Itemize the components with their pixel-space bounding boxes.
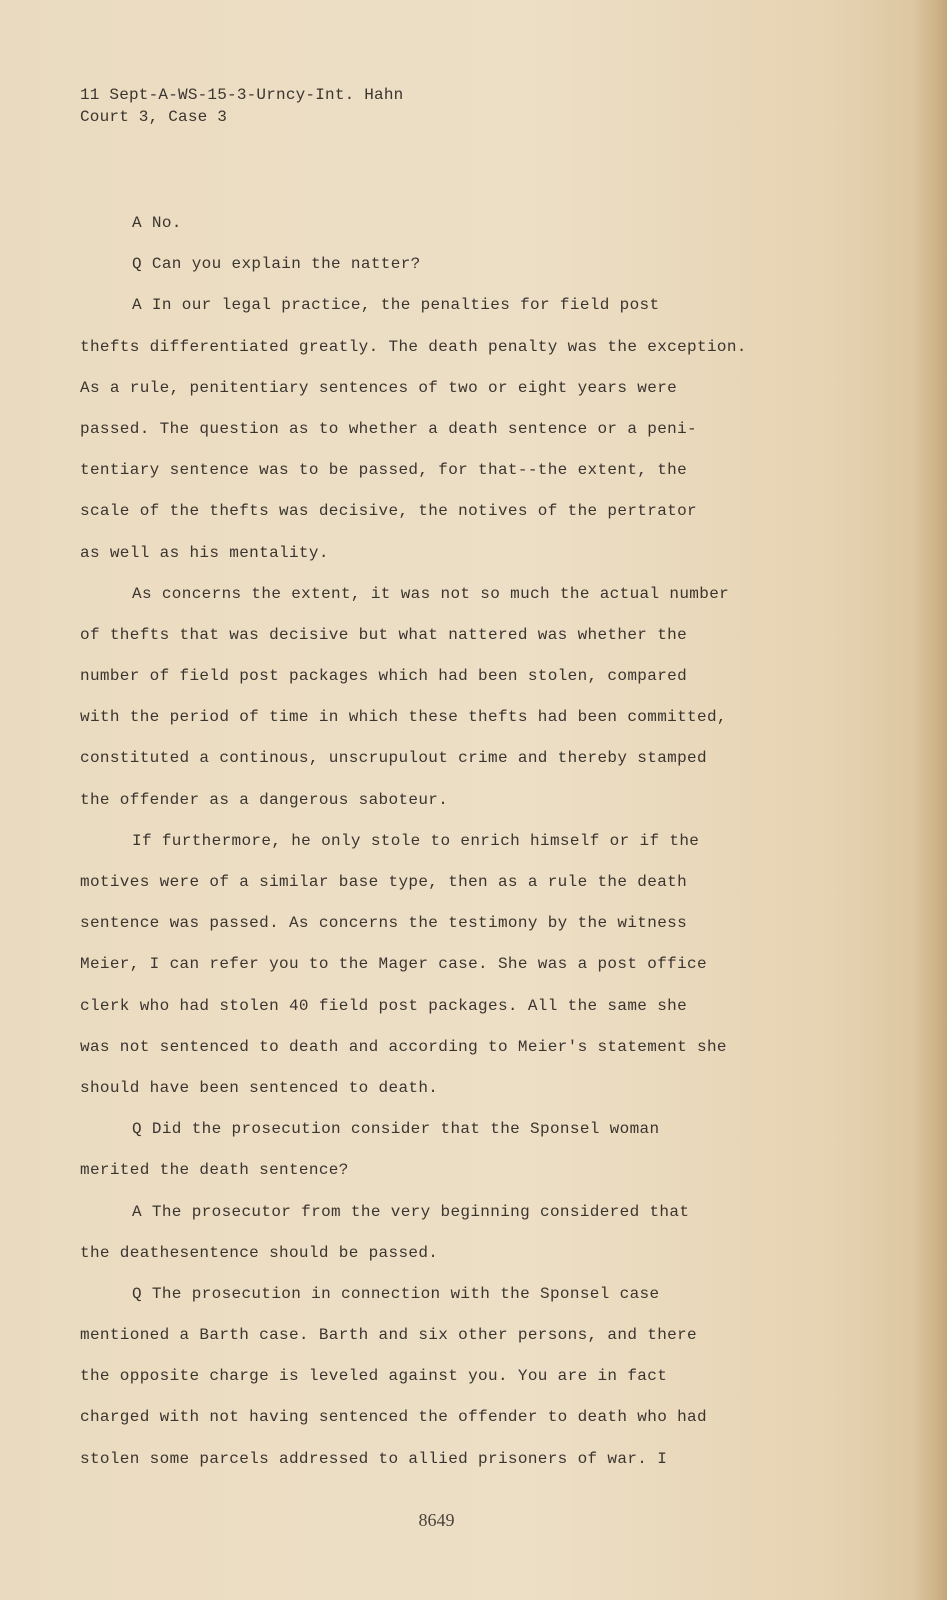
transcript-line: passed. The question as to whether a death sentence or a peni- [80, 419, 697, 438]
header-line-1: 11 Sept-A-WS-15-3-Urncy-Int. Hahn [80, 86, 404, 104]
transcript-line: of thefts that was decisive but what nattered was whether the [80, 625, 688, 644]
transcript-line: Q The prosecution in connection with the Sponsel case [132, 1284, 660, 1303]
transcript-line: thefts differentiated greatly. The death penalty was the exception. [80, 337, 747, 356]
document-header [80, 84, 403, 128]
transcript-line: charged with not having sentenced the offender to death who had [80, 1408, 707, 1427]
transcript-line: merited the death sentence? [80, 1161, 349, 1180]
transcript-line: Meier, I can refer you to the Mager case. She was a post office [80, 955, 707, 974]
transcript-line: A The prosecutor from the very beginning considered that [132, 1202, 690, 1221]
transcript-line: scale of the thefts was decisive, the notives of the pertrator [80, 502, 697, 521]
transcript-line: mentioned a Barth case. Barth and six other persons, and there [80, 1326, 697, 1345]
page-edge-shading [913, 0, 947, 1600]
transcript-line: A No. [132, 214, 182, 232]
transcript-line: was not sentenced to death and according to Meier's statement she [80, 1037, 727, 1056]
transcript-line: As concerns the extent, it was not so much the actual number [132, 584, 730, 603]
transcript-line: clerk who had stolen 40 field post packages. All the same she [80, 996, 688, 1015]
transcript-line: sentence was passed. As concerns the testimony by the witness [80, 914, 688, 933]
transcript-line: A In our legal practice, the penalties for field post [132, 296, 660, 315]
transcript-line: constituted a continous, unscrupulout crime and thereby stamped [80, 749, 707, 768]
transcript-line: with the period of time in which these thefts had been committed, [80, 708, 727, 727]
transcript-line: If furthermore, he only stole to enrich himself or if the [132, 831, 700, 850]
transcript-line: tentiary sentence was to be passed, for that--the extent, the [80, 461, 688, 480]
transcript-line: number of field post packages which had been stolen, compared [80, 667, 688, 686]
transcript-line: motives were of a similar base type, then as a rule the death [80, 873, 688, 891]
transcript-line: As a rule, penitentiary sentences of two or eight years were [80, 378, 678, 397]
transcript-line: Q Did the prosecution consider that the Sponsel woman [132, 1120, 660, 1139]
page-number: 8649 [418, 1510, 455, 1530]
transcript-body [80, 203, 800, 1480]
transcript-line: stolen some parcels addressed to allied prisoners of war. I [80, 1449, 668, 1468]
transcript-line: Q Can you explain the natter? [132, 255, 421, 274]
transcript-line: should have been sentenced to death. [80, 1078, 439, 1097]
transcript-line: as well as his mentality. [80, 543, 329, 562]
transcript-line: the opposite charge is leveled against you. You are in fact [80, 1367, 668, 1386]
header-line-2: Court 3, Case 3 [80, 108, 228, 126]
transcript-line: the deathesentence should be passed. [80, 1243, 439, 1262]
transcript-line: the offender as a dangerous saboteur. [80, 790, 449, 809]
